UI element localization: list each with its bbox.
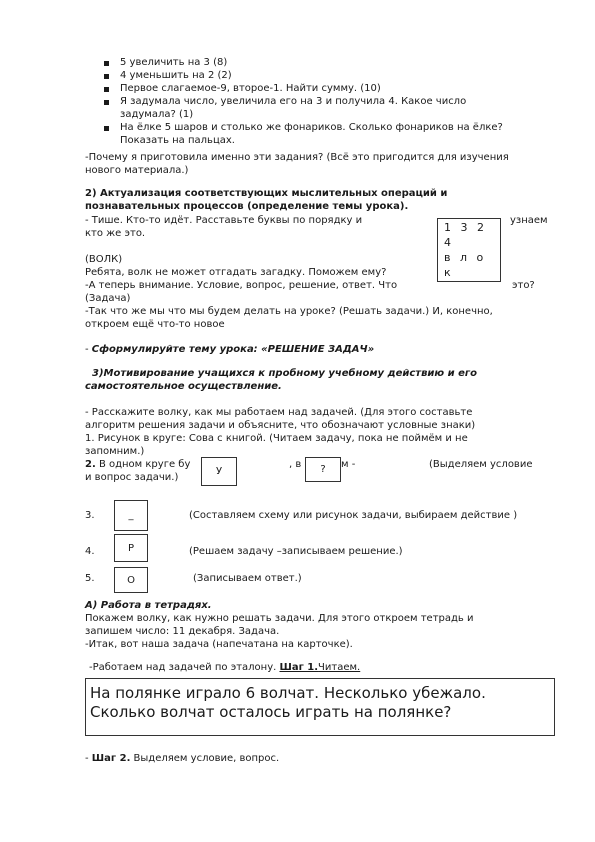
attention-text-end: это? <box>512 280 535 291</box>
scheme-symbol: _ <box>114 500 148 531</box>
letter-puzzle-box <box>437 218 501 282</box>
step-1-prefix: -Работаем над задачей по эталону. <box>89 662 280 673</box>
task-text-line: Сколько волчат осталось играть на полянке? <box>90 703 452 721</box>
attention-text: -А теперь внимание. Условие, вопрос, решение, ответ. Что <box>85 280 398 291</box>
section-2-title: 2) Актуализация соответствующих мыслительных операций и <box>85 188 448 199</box>
riddle-text: Ребята, волк не может отгадать загадку. Поможем ему? <box>85 267 387 278</box>
bullet-marker <box>104 126 109 131</box>
step-1-action: Читаем. <box>318 662 361 673</box>
what-do-text: откроем ещё что-то новое <box>85 319 225 330</box>
why-question-line: нового материала.) <box>85 165 189 176</box>
what-do-text: -Так что же мы что мы будем делать на уроке? (Решать задачи.) И, конечно, <box>85 306 493 317</box>
step-4-text: (Решаем задачу –записываем решение.) <box>189 546 403 557</box>
step-3-text: (Составляем схему или рисунок задачи, выбираем действие ) <box>189 510 518 521</box>
who-text: кто же это. <box>85 228 146 239</box>
algorithm-text: - Расскажите волку, как мы работаем над задачей. (Для этого составьте <box>85 407 473 418</box>
condition-circle-symbol: У <box>201 457 237 486</box>
step-2-prefix: - <box>85 753 92 764</box>
bullet-marker <box>104 100 109 105</box>
bullet-item: 4 уменьшить на 2 (2) <box>120 70 232 81</box>
section-3-title: самостоятельное осуществление. <box>85 381 282 392</box>
algorithm-text: алгоритм решения задачи и объясните, что обозначают условные знаки) <box>85 420 476 431</box>
answer-symbol: О <box>114 567 148 593</box>
step-number: 2. <box>85 459 96 470</box>
task-card <box>85 678 555 736</box>
algorithm-step-2 <box>85 459 190 471</box>
section-2-title: познавательных процессов (определение темы урока). <box>85 201 409 212</box>
topic-dash: - <box>85 344 92 355</box>
algorithm-step-1: 1. Рисунок в круге: Сова с книгой. (Читаем задачу, пока не поймём и не <box>85 433 468 444</box>
algorithm-step-1: запомним.) <box>85 446 145 457</box>
step-number: 4. <box>85 546 95 557</box>
topic-text: Сформулируйте тему урока: «РЕШЕНИЕ ЗАДАЧ» <box>91 344 375 355</box>
step-2-text: , в <box>289 459 302 470</box>
bullet-item: Первое слагаемое-9, второе-1. Найти сумму. (10) <box>120 83 381 94</box>
step-1-label: Шаг 1. <box>279 662 319 673</box>
notebook-text: -Итак, вот наша задача (напечатана на карточке). <box>85 639 353 650</box>
letter-row: 4 <box>444 236 451 249</box>
task-text-line: На полянке играло 6 волчат. Несколько убежало. <box>90 684 486 702</box>
step-5-text: (Записываем ответ.) <box>193 573 302 584</box>
notebook-text: запишем число: 11 декабря. Задача. <box>85 626 280 637</box>
step-2-action: Выделяем условие, вопрос. <box>130 753 280 764</box>
bullet-item-continued: задумала? (1) <box>120 109 194 120</box>
bullet-marker <box>104 74 109 79</box>
letter-row: 1 3 2 <box>444 221 484 234</box>
quiet-text: - Тише. Кто-то идёт. Расставьте буквы по порядку и <box>85 215 363 226</box>
why-question-line: -Почему я приготовила именно эти задания? (Всё это пригодится для изучения <box>85 152 509 163</box>
step-number: 3. <box>85 510 95 521</box>
task-word: (Задача) <box>85 293 131 304</box>
step-1-line <box>89 662 360 674</box>
letter-row: в л о <box>444 251 484 264</box>
notebook-text: Покажем волку, как нужно решать задачи. Для этого откроем тетрадь и <box>85 613 474 624</box>
step-2-text: (Выделяем условие <box>429 459 533 470</box>
bullet-item: На ёлке 5 шаров и столько же фонариков. Сколько фонариков на ёлке? <box>120 122 503 133</box>
quiet-text-end: узнаем <box>510 215 548 226</box>
bullet-item: 5 увеличить на 3 (8) <box>120 57 228 68</box>
step-number: 5. <box>85 573 95 584</box>
step-2-text: и вопрос задачи.) <box>85 472 179 483</box>
section-4-title: А) Работа в тетрадях. <box>85 600 212 611</box>
answer-wolf: (ВОЛК) <box>85 254 123 265</box>
step-2-line <box>85 753 279 765</box>
bullet-item: Я задумала число, увеличила его на 3 и получила 4. Какое число <box>120 96 467 107</box>
bullet-marker <box>104 87 109 92</box>
bullet-item-continued: Показать на пальцах. <box>120 135 235 146</box>
step-2-label: Шаг 2. <box>91 753 131 764</box>
step-2-text: В одном круге бу <box>95 459 191 470</box>
question-circle-symbol: ? <box>305 457 341 482</box>
section-3-title: 3)Мотивирование учащихся к пробному учебному действию и его <box>92 368 477 379</box>
step-2-text: м - <box>341 459 356 470</box>
bullet-marker <box>104 61 109 66</box>
lesson-topic <box>85 344 374 356</box>
letter-row: к <box>444 266 451 279</box>
solution-symbol: Р <box>114 534 148 562</box>
